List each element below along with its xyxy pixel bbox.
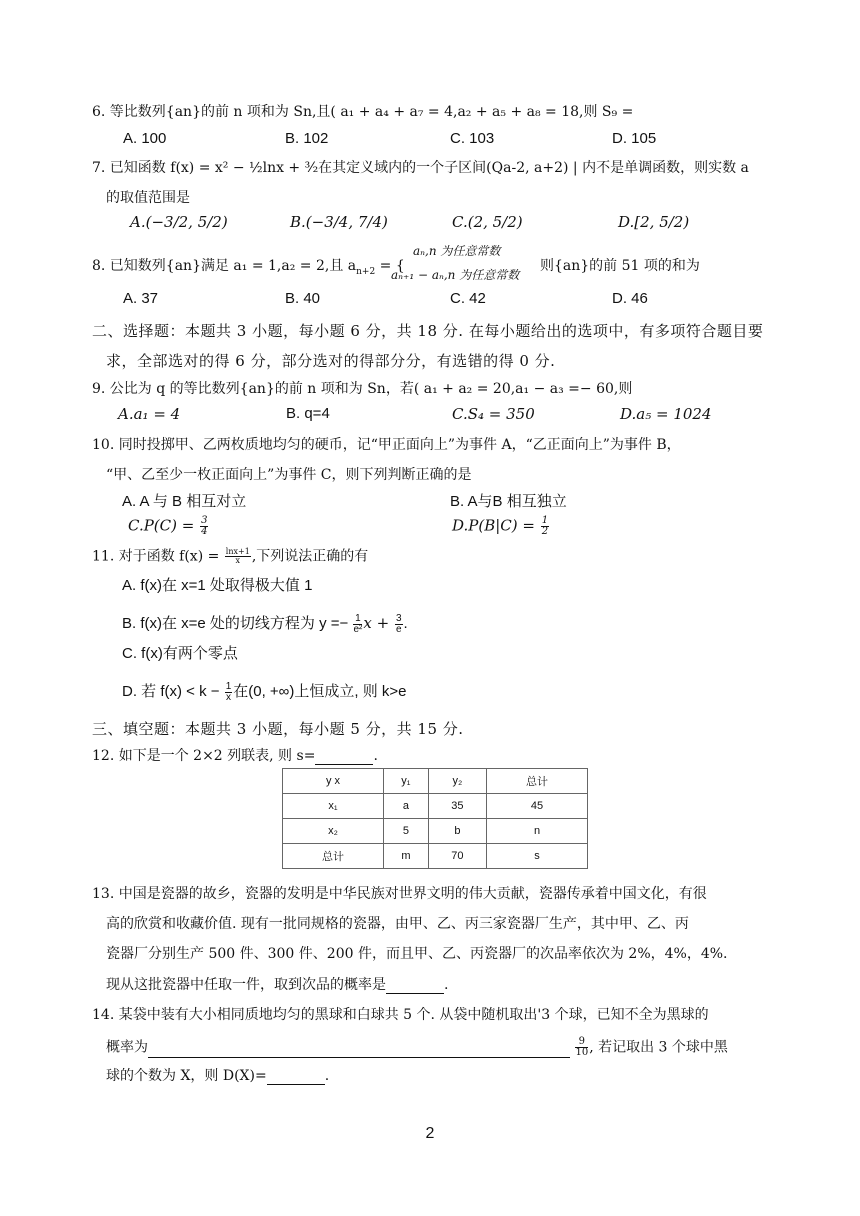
q9-option-d: D.a₅ = 1024 [620, 405, 712, 423]
page-number: 2 [425, 1125, 435, 1142]
q10-option-c-text: C.P(C) = [128, 516, 200, 535]
q11-option-b-term: x + [363, 614, 394, 632]
q13-stem: 13. 中国是瓷器的故乡，瓷器的发明是中华民族对世界文明的伟大贡献，瓷器传承着中国文化，有很 [92, 886, 707, 902]
q11-option-b-fraction-2 [395, 614, 403, 635]
q8-case-1: aₙ,n 为任意常数 [413, 244, 501, 258]
q11-option-d-text: D. 若 f(x) < k − [122, 683, 224, 700]
q9-option-c: C.S₄ = 350 [452, 405, 535, 423]
section-3-header: 三、填空题：本题共 3 小题，每小题 5 分，共 15 分. [92, 720, 464, 738]
q11-option-c: C. f(x)有两个零点 [122, 645, 238, 662]
q8-option-d: D. 46 [612, 290, 648, 307]
q8-case-2: aₙ₊₁ − aₙ,n 为任意常数 [391, 268, 520, 282]
q13-stem-line-4-text: 现从这批瓷器中任取一件，取到次品的概率是 [106, 977, 386, 993]
q11-option-d-fraction-numerator: 1 [225, 680, 232, 692]
q10-option-c [128, 516, 209, 537]
q10-option-c-fraction [200, 516, 208, 537]
q13-stem-line-2: 高的欣赏和收藏价值. 现有一批同规格的瓷器，由甲、乙、丙三家瓷器厂生产，其中甲、乙、丙 [106, 916, 689, 932]
q10-option-c-numerator: 3 [201, 515, 208, 526]
table-cell: 5 [383, 819, 428, 844]
q11-option-b-fraction-2-denominator: e [395, 623, 402, 635]
q11-option-d-fraction-denominator: x [225, 691, 231, 703]
table-row [283, 794, 588, 819]
q12-answer-blank[interactable] [315, 750, 373, 765]
q11-stem-text: 11. 对于函数 f(x) = [92, 548, 224, 565]
q11-fraction-denominator: x [235, 556, 241, 565]
table-cell: 70 [428, 844, 486, 869]
q13-stem-line-4 [106, 977, 448, 994]
q7-stem-cont: 的取值范围是 [106, 190, 190, 206]
q14-fraction-numerator: 9 [575, 1037, 588, 1048]
table-cell: 45 [487, 794, 588, 819]
q10-option-d [452, 516, 550, 537]
q12-stem-end: . [373, 748, 378, 764]
q11-option-a: A. f(x)在 x=1 处取得极大值 1 [122, 577, 313, 594]
table-row [283, 844, 588, 869]
q13-answer-blank[interactable] [386, 979, 444, 994]
q10-option-c-denominator: 4 [201, 526, 208, 537]
q11-option-b-fraction-2-numerator: 3 [395, 612, 402, 624]
q14-stem-line-3 [106, 1068, 329, 1085]
section-2-header-cont: 求，全部选对的得 6 分，部分选对的得部分分，有选错的得 0 分. [106, 352, 556, 370]
q11-stem-end: ,下列说法正确的有 [251, 548, 369, 565]
q10-option-b: B. A与B 相互独立 [450, 493, 567, 510]
q13-stem-line-3: 瓷器厂分别生产 500 件、300 件、200 件，而且甲、乙、丙瓷器厂的次品率依次为 2%，4%，4%. [106, 946, 728, 962]
table-cell: n [487, 819, 588, 844]
table-cell: x₁ [283, 794, 384, 819]
q7-option-a: A.(−3/2, 5/2) [130, 213, 228, 231]
q8-stem [92, 258, 405, 278]
q11-option-b [122, 612, 408, 635]
q14-stem-line-3-text: 球的个数为 X，则 D(X)= [106, 1068, 267, 1084]
q11-option-d-fraction [225, 682, 233, 703]
q7-option-d: D.[2, 5/2) [618, 213, 690, 231]
section-2-header: 二、选择题：本题共 3 小题，每小题 6 分，共 18 分. 在每小题给出的选项中，有多项符合题目要 [92, 322, 764, 340]
q11-stem [92, 548, 368, 565]
q6-stem: 6. 等比数列{an}的前 n 项和为 Sn,且( a₁ + a₄ + a₇ = 4,a₂ + a₅ + a₈ = 18,则 S₉ = [92, 104, 634, 120]
table-cell: a [383, 794, 428, 819]
table-cell: y₂ [428, 769, 486, 794]
q8-option-c: C. 42 [450, 290, 486, 307]
q8-stem-end: 则{an}的前 51 项的和为 [540, 258, 700, 274]
table-cell: 总计 [487, 769, 588, 794]
q9-option-a: A.a₁ = 4 [118, 405, 181, 423]
q8-option-a: A. 37 [123, 290, 159, 307]
q14-fraction [575, 1037, 588, 1058]
q14-stem-line-2-text: 概率为 [106, 1039, 148, 1056]
q6-option-a: A. 100 [123, 130, 167, 147]
q10-option-d-fraction [541, 516, 549, 537]
table-row [283, 769, 588, 794]
table-cell: m [383, 844, 428, 869]
q11-option-d [122, 680, 406, 703]
q8-stem-text: 8. 已知数列{an}满足 a₁ = 1,a₂ = 2,且 a [92, 258, 357, 274]
table-cell: b [428, 819, 486, 844]
q11-option-d-end: 在(0, +∞)上恒成立, 则 k>e [233, 683, 407, 700]
q11-option-b-fraction-1 [353, 614, 362, 635]
q11-option-b-fraction-1-denominator: e² [353, 623, 363, 635]
q7-option-b: B.(−3/4, 7/4) [290, 213, 388, 231]
table-cell: y₁ [383, 769, 428, 794]
q10-option-d-text: D.P(B|C) = [452, 516, 540, 535]
q8-option-b: B. 40 [285, 290, 321, 307]
table-cell: x₂ [283, 819, 384, 844]
q14-stem-end: . [324, 1068, 330, 1084]
q7-stem: 7. 已知函数 f(x) = x² − ½lnx + ³⁄₂在其定义域内的一个子区间(Qa-2, a+2) | 内不是单调函数，则实数 a [92, 160, 749, 176]
q10-option-d-numerator: 1 [541, 515, 549, 526]
q14-stem-line-2 [106, 1037, 728, 1058]
q10-option-d-denominator: 2 [541, 526, 549, 537]
q11-fraction-numerator: lnx+1 [225, 547, 250, 556]
q12-stem-text: 12. 如下是一个 2×2 列联表, 则 s= [92, 748, 316, 764]
q14-fraction-denominator: 10 [575, 1047, 589, 1058]
q9-stem: 9. 公比为 q 的等比数列{an}的前 n 项和为 Sn，若( a₁ + a₂ = 20,a₁ − a₃ =− 60,则 [92, 381, 633, 397]
q13-stem-end: . [444, 977, 449, 993]
table-cell: s [487, 844, 588, 869]
q11-option-b-end: . [403, 615, 408, 632]
q6-option-d: D. 105 [612, 130, 657, 147]
q14-stem-line-2-end: , 若记取出 3 个球中黑 [589, 1039, 728, 1056]
q11-option-b-text: B. f(x)在 x=e 处的切线方程为 y =− [122, 615, 353, 632]
q6-option-b: B. 102 [285, 130, 329, 147]
q14-probability-blank[interactable] [148, 1043, 570, 1058]
q9-option-b: B. q=4 [286, 405, 330, 422]
q12-stem [92, 748, 378, 765]
q10-stem: 10. 同时投掷甲、乙两枚质地均匀的硬币，记“甲正面向上”为事件 A，“乙正面向上”为事件 B， [92, 437, 681, 453]
q14-stem: 14. 某袋中装有大小相同质地均匀的黑球和白球共 5 个. 从袋中随机取出'3 个球，已知不全为黑球的 [92, 1007, 709, 1023]
table-cell: y x [283, 769, 384, 794]
q11-fraction [225, 548, 251, 565]
table-cell: 35 [428, 794, 486, 819]
contingency-table [282, 768, 588, 869]
q6-option-c: C. 103 [450, 130, 495, 147]
q10-stem-cont: “甲、乙至少一枚正面向上”为事件 C，则下列判断正确的是 [106, 467, 472, 483]
table-cell: 总计 [283, 844, 384, 869]
q7-option-c: C.(2, 5/2) [452, 213, 523, 231]
q8-brace: = { [375, 258, 405, 274]
q10-option-a: A. A 与 B 相互对立 [122, 493, 247, 510]
q8-subscript: n+2 [356, 266, 376, 277]
table-row [283, 819, 588, 844]
q14-answer-blank[interactable] [267, 1070, 325, 1085]
q11-option-b-fraction-1-numerator: 1 [355, 612, 361, 624]
